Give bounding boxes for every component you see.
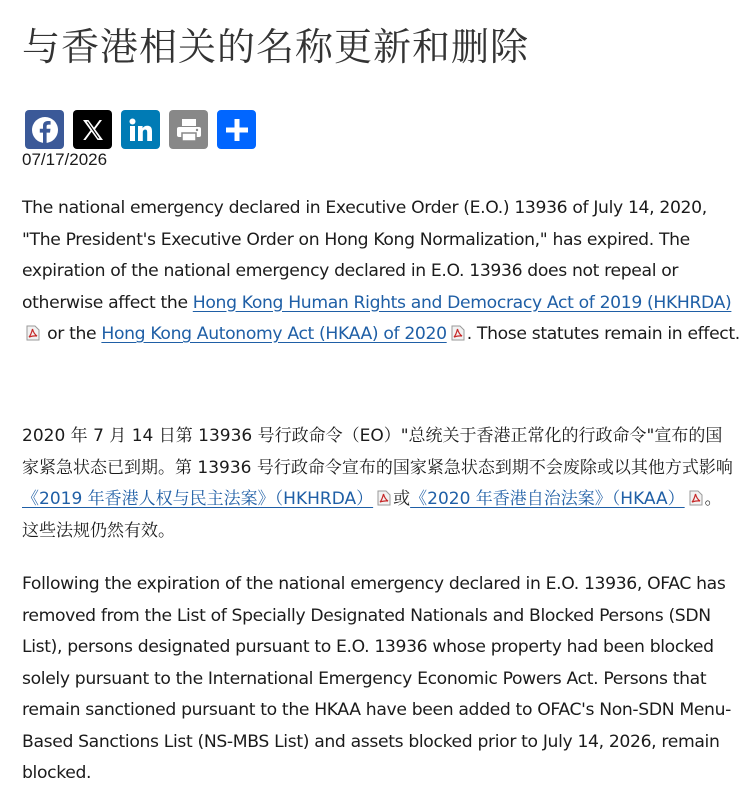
hkhrda-link-zh[interactable]: 《2019 年香港人权与民主法案》（HKHRDA） [22,489,374,509]
hkaa-link[interactable]: Hong Kong Autonomy Act (HKAA) of 2020 [101,324,447,344]
plus-icon [223,116,251,144]
printer-icon [174,115,204,145]
x-icon [79,116,107,144]
x-share-button[interactable] [73,110,112,149]
linkedin-icon [126,115,156,145]
paragraph-chinese [22,421,734,547]
page-title: 与香港相关的名称更新和删除 [22,25,530,69]
para1-text-3: . Those statutes remain in effect. [466,324,740,344]
linkedin-share-button[interactable] [121,110,160,149]
pdf-icon [689,490,703,506]
paragraph-english-intro [22,193,742,351]
print-button[interactable] [169,110,208,149]
share-toolbar [25,110,256,149]
pdf-icon [26,325,40,341]
para2-text-2: 或 [393,489,411,509]
facebook-share-button[interactable] [25,110,64,149]
para1-text-1: The national emergency declared in Executive Order (E.O.) 13936 of July 14, 2020, "The President's Executive Order on Hong Kong Normalization," has expired. The expiration of the national emergency declared in E.O. 13936 does not repeal or otherwise affect the [22,198,707,313]
hkaa-link-zh[interactable]: 《2020 年香港自治法案》（HKAA） [410,489,685,509]
para2-text-1: 2020 年 7 月 14 日第 13936 号行政命令（EO）"总统关于香港正常化的行政命令"宣布的国家紧急状态已到期。第 13936 号行政命令宣布的国家紧急状态到期不会废除或以其他方式影响 [22,426,733,478]
para2-text-3: 。这些法规仍然有效。 [22,489,722,541]
publish-date: 07/17/2026 [22,150,108,169]
paragraph-english-ofac: Following the expiration of the national emergency declared in E.O. 13936, OFAC has removed from the List of Specially Designated Nationals and Blocked Persons (SDN List), persons designated pursuant to E.O. 13936 whose property had been blocked solely pursuant to the International Emergency Economic Powers Act. Persons that remain sanctioned pursuant to the HKAA have been added to OFAC's Non-SDN Menu-Based Sanctions List (NS-MBS List) and assets blocked prior to July 14, 2026, remain blocked. [22,574,731,783]
share-button[interactable] [217,110,256,149]
facebook-icon [30,115,60,145]
hkhrda-link[interactable]: Hong Kong Human Rights and Democracy Act of 2019 (HKHRDA) [192,292,732,313]
pdf-icon [377,490,391,506]
para1-text-2: or the [42,324,102,344]
pdf-icon [451,325,465,341]
